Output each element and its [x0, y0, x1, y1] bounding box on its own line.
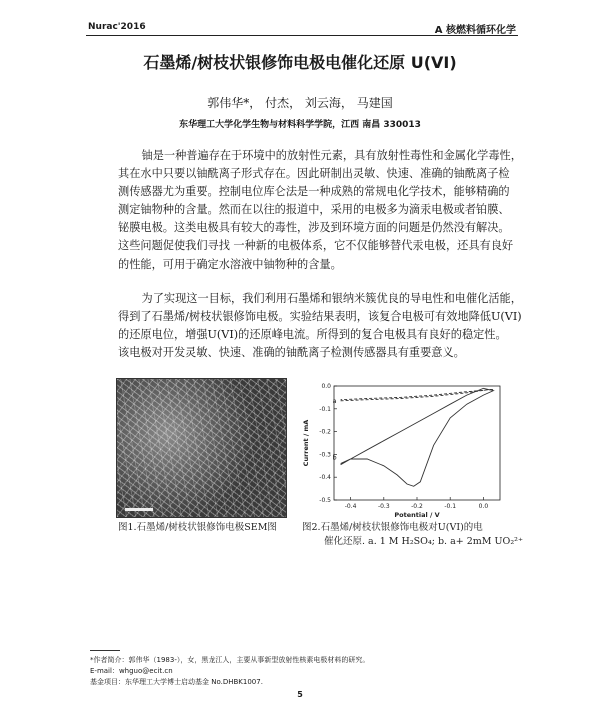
figure-2-caption-line: 图2.石墨烯/树枝状银修饰电极对U(VI)的电: [302, 522, 483, 533]
footnote-email: E-mail：whguo@ecit.cn: [90, 667, 173, 675]
y-tick-label: -0.5: [319, 497, 331, 504]
paragraph-1-line: 铀是一种普遍存在于环境中的放射性元素，具有放射性毒性和金属化学毒性，: [141, 149, 522, 162]
paragraph-2-line: 得到了石墨烯/树枝状银修饰电极。实验结果表明，该复合电极可有效地降低U(VI): [118, 310, 522, 324]
x-tick-label: -0.2: [411, 503, 423, 510]
paragraph-2: [118, 290, 522, 362]
footnote-author: *作者简介：郭伟华（1983-），女，黑龙江人，主要从事新型放射性核素电极材料的研究。: [90, 656, 370, 664]
cv-chart: [290, 376, 520, 518]
affiliation: 东华理工大学化学生物与材料科学学院，江西 南昌 330013: [179, 120, 421, 130]
y-axis-label: Current / mA: [302, 419, 310, 467]
paragraph-1-line: 这些问题促使我们寻找 一种新的电极体系，它不仅能够替代汞电极，还具有良好: [118, 239, 514, 253]
x-tick-label: -0.4: [344, 503, 357, 510]
series-b-label: b: [332, 453, 337, 462]
paragraph-1-line: 铋膜电极。这类电极具有较大的毒性，涉及到环境方面的问题是仍然没有解决。: [118, 221, 510, 235]
paragraph-2-line: 为了实现这一目标，我们利用石墨烯和银纳米簇优良的导电性和电催化活能，: [141, 292, 522, 305]
figure-1-caption: 图1.石墨烯/树枝状银修饰电极SEM图: [118, 522, 277, 533]
paragraph-1-line: 其在水中只要以铀酰离子形式存在。因此研制出灵敏、快速、准确的铀酰离子检: [118, 167, 510, 181]
paragraph-1-line: 测定铀物种的含量。然而在以往的报道中，采用的电极多为滴汞电极或者铂膜、: [118, 203, 510, 217]
footnote-funding: 基金项目：东华理工大学博士启动基金 No.DHBK1007.: [90, 678, 263, 686]
chart-labels: [302, 383, 488, 518]
footnote-rule: [90, 650, 120, 651]
y-tick-label: -0.3: [319, 451, 331, 459]
header-rule: [86, 35, 518, 36]
paragraph-1: [118, 147, 522, 274]
page-number: 5: [297, 690, 303, 699]
paragraph-2-line: 的还原电位，增强U(VI)的还原峰电流。所得到的复合电极具有良好的稳定性。: [118, 328, 507, 342]
x-tick-label: -0.3: [377, 503, 390, 510]
running-header-right: A 核燃料循环化学: [434, 25, 516, 36]
x-axis-label: Potential / V: [394, 511, 440, 518]
running-header-left: Nurac'2016: [88, 22, 146, 32]
series-a-line: [341, 389, 494, 400]
sem-scale-bar: [125, 508, 153, 511]
sem-image: [116, 378, 287, 518]
chart-series: [341, 388, 494, 486]
x-tick-label: -0.1: [444, 503, 457, 510]
chart-axes: [334, 386, 500, 500]
author-list: 郭伟华*， 付杰， 刘云海， 马建国: [207, 96, 393, 110]
figure-2-caption-line: 催化还原. a. 1 M H₂SO₄; b. a+ 2mM UO₂²⁺: [324, 536, 523, 547]
paper-title: 石墨烯/树枝状银修饰电极电催化还原 U(VI): [143, 53, 457, 72]
y-tick-label: -0.4: [319, 474, 331, 482]
y-tick-label: -0.2: [319, 428, 331, 436]
paragraph-1-line: 测传感器尤为重要。控制电位库仑法是一种成熟的常规电化学技术，能够精确的: [118, 185, 510, 199]
plot-frame: [334, 386, 500, 500]
y-tick-label: 0.0: [321, 383, 331, 390]
series-b-line: [341, 388, 494, 486]
paragraph-2-line: 该电极对开发灵敏、快速、准确的铀酰离子检测传感器具有重要意义。: [118, 346, 465, 360]
figure-2-caption: [302, 521, 523, 549]
y-tick-label: -0.1: [319, 405, 331, 413]
paragraph-1-line: 的性能，可用于确定水溶液中铀物种的含量。: [118, 257, 342, 271]
x-tick-label: 0.0: [478, 503, 489, 510]
series-a-label: a: [332, 396, 337, 405]
